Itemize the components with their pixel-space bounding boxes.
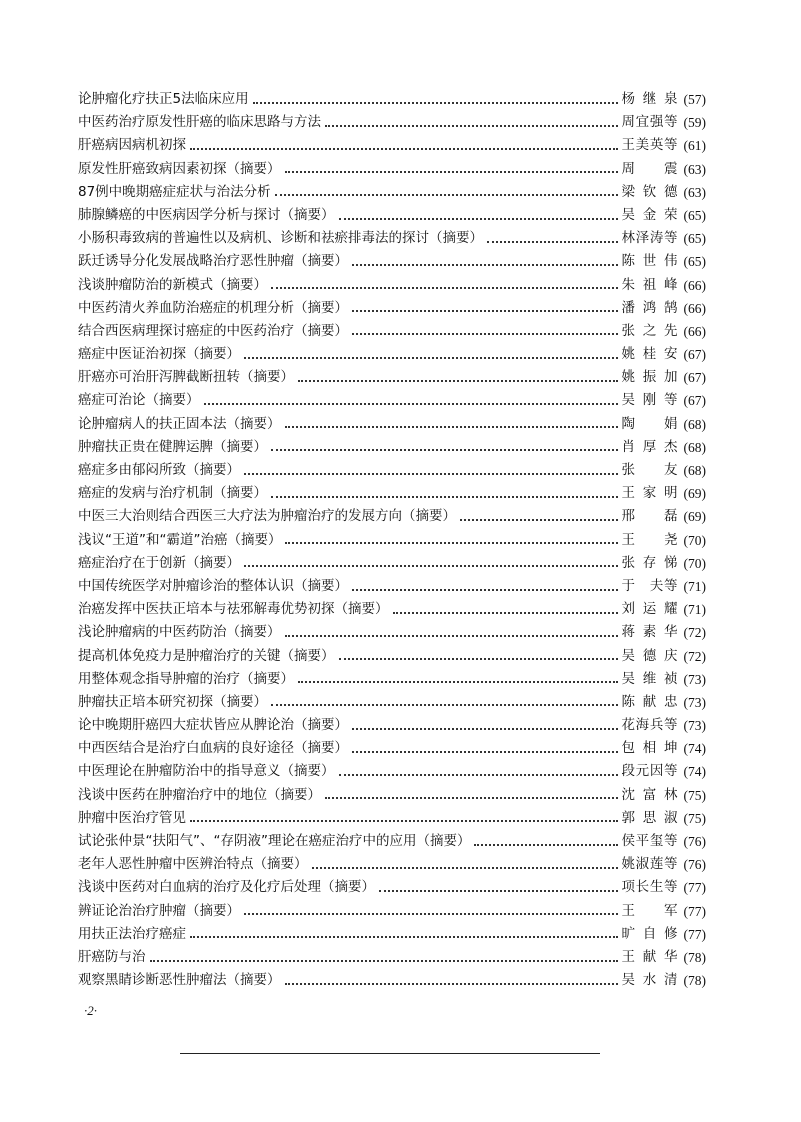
leader-dots bbox=[190, 148, 618, 150]
toc-entry bbox=[78, 436, 706, 459]
entry-page: (61) bbox=[683, 138, 706, 154]
leader-dots bbox=[298, 380, 618, 382]
entry-title: 中医药治疗原发性肝癌的临床思路与方法 bbox=[78, 114, 321, 131]
entry-title: 肿瘤中医治疗管见 bbox=[78, 809, 186, 826]
entry-page: (57) bbox=[683, 92, 706, 107]
entry-author: 段元因等 bbox=[621, 763, 678, 780]
entry-author: 杨继泉 bbox=[621, 91, 678, 107]
toc-entry bbox=[78, 413, 706, 436]
toc-entry bbox=[78, 737, 706, 760]
entry-page: (65) bbox=[683, 254, 706, 270]
entry-page: (65) bbox=[683, 207, 706, 223]
leader-dots bbox=[285, 426, 618, 428]
entry-title: 癌症治疗在于创新（摘要） bbox=[78, 554, 240, 571]
leader-dots bbox=[352, 333, 618, 335]
toc-entry bbox=[78, 969, 706, 992]
entry-title: 中医理论在肿瘤防治中的指导意义（摘要） bbox=[78, 763, 335, 780]
toc-entry bbox=[78, 714, 706, 737]
entry-title: 浅论肿瘤病的中医药防治（摘要） bbox=[78, 624, 281, 641]
entry-page: (70) bbox=[683, 555, 706, 571]
entry-author: 姚桂安 bbox=[621, 346, 678, 363]
entry-page: (73) bbox=[683, 718, 706, 734]
leader-dots bbox=[339, 658, 618, 660]
entry-title: 用整体观念指导肿瘤的治疗（摘要） bbox=[78, 670, 294, 687]
entry-title: 中西医结合是治疗白血病的良好途径（摘要） bbox=[78, 740, 348, 757]
entry-author: 周 震 bbox=[621, 160, 678, 177]
entry-page: (71) bbox=[683, 602, 706, 618]
entry-page: (78) bbox=[683, 973, 706, 989]
toc-entry bbox=[78, 668, 706, 691]
entry-title: 结合西医病理探讨癌症的中医药治疗（摘要） bbox=[78, 322, 348, 339]
entry-title: 87例中晚期癌症症状与治法分析 bbox=[78, 183, 271, 200]
entry-title: 浅议“王道”和“霸道”治癌（摘要） bbox=[78, 531, 282, 548]
entry-author: 于 夫等 bbox=[621, 577, 678, 594]
entry-title: 癌症的发病与治疗机制（摘要） bbox=[78, 485, 267, 502]
entry-author: 朱祖峰 bbox=[621, 276, 678, 293]
entry-author: 王献华 bbox=[621, 948, 678, 965]
toc-entry bbox=[78, 645, 706, 668]
toc-entry bbox=[78, 134, 706, 157]
leader-dots bbox=[298, 681, 618, 683]
entry-author: 郭思淑 bbox=[621, 809, 678, 826]
entry-title: 癌症可治论（摘要） bbox=[78, 392, 200, 409]
entry-author: 吴刚等 bbox=[621, 392, 678, 409]
entry-title: 用扶正法治疗癌症 bbox=[78, 925, 186, 942]
leader-dots bbox=[244, 473, 618, 475]
leader-dots bbox=[190, 936, 618, 938]
table-of-contents bbox=[78, 88, 706, 992]
toc-entry bbox=[78, 505, 706, 528]
leader-dots bbox=[285, 171, 618, 173]
entry-author: 梁钦德 bbox=[621, 183, 678, 200]
entry-page: (77) bbox=[683, 903, 706, 919]
leader-dots bbox=[271, 496, 618, 498]
entry-page: (76) bbox=[683, 834, 706, 849]
entry-author: 姚振加 bbox=[621, 369, 678, 386]
entry-title: 提高机体免疫力是肿瘤治疗的关键（摘要） bbox=[78, 647, 335, 664]
entry-author: 陈世伟 bbox=[621, 253, 678, 270]
entry-author: 周宜强等 bbox=[621, 114, 678, 131]
entry-page: (69) bbox=[683, 486, 706, 502]
entry-author: 沈富林 bbox=[621, 786, 678, 803]
leader-dots bbox=[271, 449, 618, 451]
entry-title: 论中晚期肝癌四大症状皆应从脾论治（摘要） bbox=[78, 717, 348, 734]
toc-entry bbox=[78, 784, 706, 807]
toc-entry bbox=[78, 297, 706, 320]
entry-title: 癌症多由郁闷所致（摘要） bbox=[78, 462, 240, 478]
entry-page: (66) bbox=[683, 323, 706, 339]
toc-entry bbox=[78, 366, 706, 389]
toc-entry bbox=[78, 227, 706, 250]
entry-title: 中医药清火养血防治癌症的机理分析（摘要） bbox=[78, 299, 348, 316]
leader-dots bbox=[379, 890, 618, 892]
entry-page: (68) bbox=[683, 463, 706, 478]
entry-author: 张存悌 bbox=[621, 554, 678, 571]
toc-entry bbox=[78, 923, 706, 946]
toc-entry bbox=[78, 482, 706, 505]
entry-page: (76) bbox=[683, 857, 706, 873]
entry-page: (67) bbox=[683, 370, 706, 386]
toc-entry bbox=[78, 459, 706, 482]
toc-entry bbox=[78, 830, 706, 853]
leader-dots bbox=[339, 774, 618, 776]
toc-entry bbox=[78, 876, 706, 899]
entry-author: 陶 娟 bbox=[621, 415, 678, 432]
entry-page: (77) bbox=[683, 880, 706, 896]
toc-entry bbox=[78, 274, 706, 297]
leader-dots bbox=[275, 194, 618, 196]
leader-dots bbox=[352, 751, 618, 753]
entry-page: (66) bbox=[683, 277, 706, 293]
toc-entry bbox=[78, 691, 706, 714]
entry-title: 试论张仲景“扶阳气”、“存阴液”理论在癌症治疗中的应用（摘要） bbox=[78, 833, 471, 849]
leader-dots bbox=[244, 565, 618, 567]
entry-page: (71) bbox=[683, 578, 706, 594]
entry-author: 肖厚杰 bbox=[621, 438, 678, 455]
entry-title: 中国传统医学对肿瘤诊治的整体认识（摘要） bbox=[78, 577, 348, 594]
entry-page: (59) bbox=[683, 115, 706, 131]
page-number: ·2· bbox=[84, 1003, 97, 1018]
entry-author: 吴德庆 bbox=[621, 647, 678, 664]
entry-page: (73) bbox=[683, 671, 706, 687]
entry-page: (68) bbox=[683, 416, 706, 432]
leader-dots bbox=[150, 960, 618, 962]
footer-rule bbox=[180, 1053, 600, 1054]
toc-entry bbox=[78, 552, 706, 575]
entry-title: 论肿瘤病人的扶正固本法（摘要） bbox=[78, 415, 281, 432]
entry-author: 林泽涛等 bbox=[621, 230, 678, 247]
toc-entry bbox=[78, 181, 706, 204]
leader-dots bbox=[352, 728, 618, 730]
leader-dots bbox=[325, 125, 618, 127]
entry-author: 项长生等 bbox=[621, 879, 678, 896]
toc-entry bbox=[78, 853, 706, 876]
entry-author: 蒋素华 bbox=[621, 624, 678, 641]
leader-dots bbox=[271, 704, 618, 706]
entry-page: (63) bbox=[683, 161, 706, 177]
entry-page: (72) bbox=[683, 648, 706, 664]
entry-page: (72) bbox=[683, 625, 706, 641]
leader-dots bbox=[285, 983, 618, 985]
leader-dots bbox=[190, 820, 618, 822]
leader-dots bbox=[460, 519, 618, 521]
entry-author: 张之先 bbox=[621, 322, 678, 339]
leader-dots bbox=[244, 357, 618, 359]
leader-dots bbox=[204, 403, 618, 405]
entry-title: 治癌发挥中医扶正培本与祛邪解毒优势初探（摘要） bbox=[78, 601, 389, 618]
entry-author: 刘运耀 bbox=[621, 601, 678, 618]
leader-dots bbox=[253, 102, 618, 104]
leader-dots bbox=[285, 542, 617, 544]
entry-author: 旷自修 bbox=[621, 925, 678, 942]
leader-dots bbox=[244, 913, 618, 915]
leader-dots bbox=[352, 310, 618, 312]
toc-entry bbox=[78, 204, 706, 227]
leader-dots bbox=[285, 635, 618, 637]
toc-entry bbox=[78, 529, 706, 552]
entry-title: 肿瘤扶正贵在健脾运脾（摘要） bbox=[78, 438, 267, 455]
entry-author: 潘鸿鹄 bbox=[621, 299, 678, 316]
leader-dots bbox=[352, 264, 618, 266]
entry-page: (77) bbox=[683, 926, 706, 942]
entry-author: 王家明 bbox=[621, 485, 678, 502]
entry-page: (75) bbox=[683, 787, 706, 803]
entry-author: 陈献忠 bbox=[621, 693, 678, 710]
entry-author: 王 尧 bbox=[621, 531, 678, 548]
leader-dots bbox=[339, 218, 618, 220]
entry-author: 王美英等 bbox=[621, 137, 678, 154]
entry-author: 吴维祯 bbox=[621, 670, 678, 687]
entry-author: 花海兵等 bbox=[621, 717, 678, 734]
entry-title: 浅谈中医药在肿瘤治疗中的地位（摘要） bbox=[78, 786, 321, 803]
leader-dots bbox=[271, 287, 618, 289]
toc-entry bbox=[78, 900, 706, 923]
toc-entry bbox=[78, 575, 706, 598]
entry-title: 肿瘤扶正培本研究初探（摘要） bbox=[78, 693, 267, 710]
toc-entry bbox=[78, 389, 706, 412]
leader-dots bbox=[474, 844, 617, 846]
entry-page: (65) bbox=[683, 231, 706, 247]
entry-author: 邢 磊 bbox=[621, 508, 678, 525]
entry-title: 论肿瘤化疗扶正5法临床应用 bbox=[78, 91, 249, 107]
entry-title: 浅谈肿瘤防治的新模式（摘要） bbox=[78, 276, 267, 293]
entry-page: (63) bbox=[683, 184, 706, 200]
toc-entry bbox=[78, 320, 706, 343]
entry-page: (78) bbox=[683, 949, 706, 965]
entry-title: 中医三大治则结合西医三大疗法为肿瘤治疗的发展方向（摘要） bbox=[78, 508, 456, 525]
entry-author: 侯平玺等 bbox=[621, 833, 678, 849]
entry-page: (67) bbox=[683, 393, 706, 409]
entry-page: (75) bbox=[683, 810, 706, 826]
toc-entry bbox=[78, 598, 706, 621]
entry-title: 肝癌防与治 bbox=[78, 948, 146, 965]
entry-title: 肝癌病因病机初探 bbox=[78, 137, 186, 154]
entry-page: (70) bbox=[683, 532, 706, 548]
toc-entry bbox=[78, 760, 706, 783]
toc-entry bbox=[78, 807, 706, 830]
entry-page: (66) bbox=[683, 300, 706, 316]
entry-title: 跃迁诱导分化发展战略治疗恶性肿瘤（摘要） bbox=[78, 253, 348, 270]
entry-title: 浅谈中医药对白血病的治疗及化疗后处理（摘要） bbox=[78, 879, 375, 896]
entry-author: 王 军 bbox=[621, 902, 678, 919]
entry-title: 癌症中医证治初探（摘要） bbox=[78, 346, 240, 363]
entry-page: (73) bbox=[683, 694, 706, 710]
entry-author: 吴水清 bbox=[621, 972, 678, 989]
entry-title: 辨证论治治疗肿瘤（摘要） bbox=[78, 902, 240, 919]
entry-title: 小肠积毒致病的普遍性以及病机、诊断和祛瘀排毒法的探讨（摘要） bbox=[78, 230, 483, 247]
entry-author: 张 友 bbox=[621, 462, 678, 478]
toc-entry bbox=[78, 158, 706, 181]
toc-entry bbox=[78, 250, 706, 273]
toc-entry bbox=[78, 111, 706, 134]
entry-page: (67) bbox=[683, 347, 706, 363]
entry-title: 原发性肝癌致病因素初探（摘要） bbox=[78, 160, 281, 177]
entry-page: (74) bbox=[683, 741, 706, 757]
toc-entry bbox=[78, 343, 706, 366]
entry-page: (74) bbox=[683, 764, 706, 780]
entry-page: (68) bbox=[683, 439, 706, 455]
leader-dots bbox=[393, 612, 618, 614]
toc-entry bbox=[78, 946, 706, 969]
leader-dots bbox=[312, 867, 618, 869]
leader-dots bbox=[325, 797, 618, 799]
entry-title: 观察黑睛诊断恶性肿瘤法（摘要） bbox=[78, 972, 281, 989]
leader-dots bbox=[352, 589, 618, 591]
entry-title: 老年人恶性肿瘤中医辨治特点（摘要） bbox=[78, 856, 308, 873]
entry-author: 姚淑莲等 bbox=[621, 856, 678, 873]
entry-title: 肝癌亦可治肝泻脾截断扭转（摘要） bbox=[78, 369, 294, 386]
entry-author: 包相坤 bbox=[621, 740, 678, 757]
entry-page: (69) bbox=[683, 509, 706, 525]
toc-entry bbox=[78, 621, 706, 644]
toc-entry bbox=[78, 88, 706, 111]
entry-author: 吴金荣 bbox=[621, 206, 678, 223]
leader-dots bbox=[487, 241, 618, 243]
entry-title: 肺腺鳞癌的中医病因学分析与探讨（摘要） bbox=[78, 206, 335, 223]
